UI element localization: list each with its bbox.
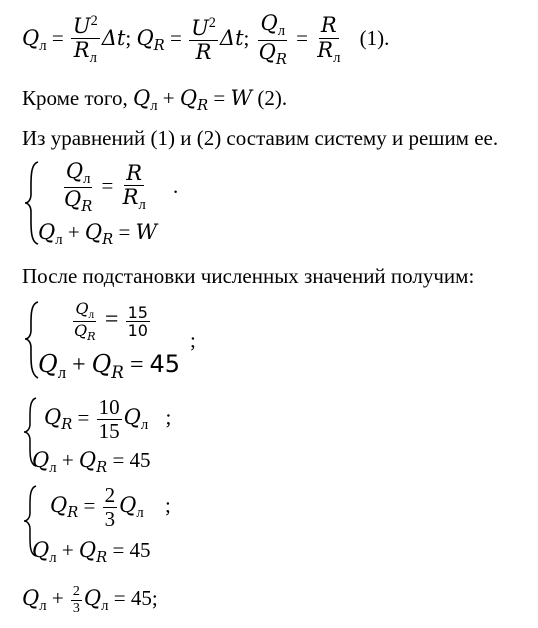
W-symbol: W <box>230 86 253 110</box>
fraction-Ql-over-QR: $\frac{Q_л}{Q_R}$ <box>74 299 96 344</box>
semicolon: ; <box>243 26 250 50</box>
delta-t: Δt <box>219 26 244 50</box>
fraction-10-over-15: $\frac{10}{15}$ <box>98 395 120 444</box>
fraction-U2-over-Rl: $\frac{U^2}{R_л}$ <box>72 13 98 67</box>
fraction-2-over-3: $\frac{2}{3}$ <box>104 483 116 532</box>
text-line-3: Из уравнений (1) и (2) составим систему и решим ее. <box>22 126 499 150</box>
equation-number-2: (2). <box>257 86 288 110</box>
fraction-2-over-3: $\frac{2}{3}$ <box>72 584 80 616</box>
Q-R: $Q_R$ <box>136 26 165 55</box>
delta-t: Δt <box>101 26 126 50</box>
equals: = <box>51 26 64 50</box>
semicolon: ; <box>125 26 132 50</box>
equals: = <box>296 26 308 50</box>
fraction-Ql-over-QR: $\frac{Q_л}{Q_R}$ <box>64 159 93 216</box>
system-numeric-2: $Q_R$ = $\frac{10}{15}$ $Q_л$ ; $Q_л + Q_R = 45$ <box>22 396 222 474</box>
text-line-2: Кроме того, $Q_л + Q_R = W$ (2). <box>22 86 288 115</box>
system-numeric-1: $\frac{Q_л}{Q_R}$ = $\frac{15}{10}$ $Q_л + Q_R = 45$ ; <box>22 300 222 384</box>
equals: = <box>169 26 182 50</box>
fraction-15-over-10: $\frac{15}{10}$ <box>127 302 148 341</box>
text-line-4: После подстановки численных значений получим: <box>22 264 475 288</box>
fraction-R-over-Rl: $\frac{R}{R_л}$ <box>122 161 146 214</box>
text-prefix: Кроме того, <box>22 86 128 110</box>
fraction-R-over-Rl: $\frac{R}{R_л}$ <box>317 13 341 66</box>
Q-l: $Q_л$ <box>22 26 47 55</box>
system-numeric-3: $Q_R$ = $\frac{2}{3}$ $Q_л$ ; $Q_л + Q_R = 45$ <box>22 484 222 564</box>
final-equation: $Q_л$ + $\frac{2}{3}$ $Q_л = 45$; <box>22 584 158 616</box>
system-symbolic: $\frac{Q_л}{Q_R}$ = $\frac{R}{R_л}$ . $Q_л + Q_R = W$ <box>22 160 222 252</box>
fraction-U2-over-R: $\frac{U^2}{R}$ <box>191 15 216 65</box>
equation-number-1: (1). <box>359 26 390 50</box>
formula-row-1 <box>22 8 389 68</box>
fraction-Ql-over-QR: $\frac{Q_л}{Q_R}$ <box>258 11 287 68</box>
